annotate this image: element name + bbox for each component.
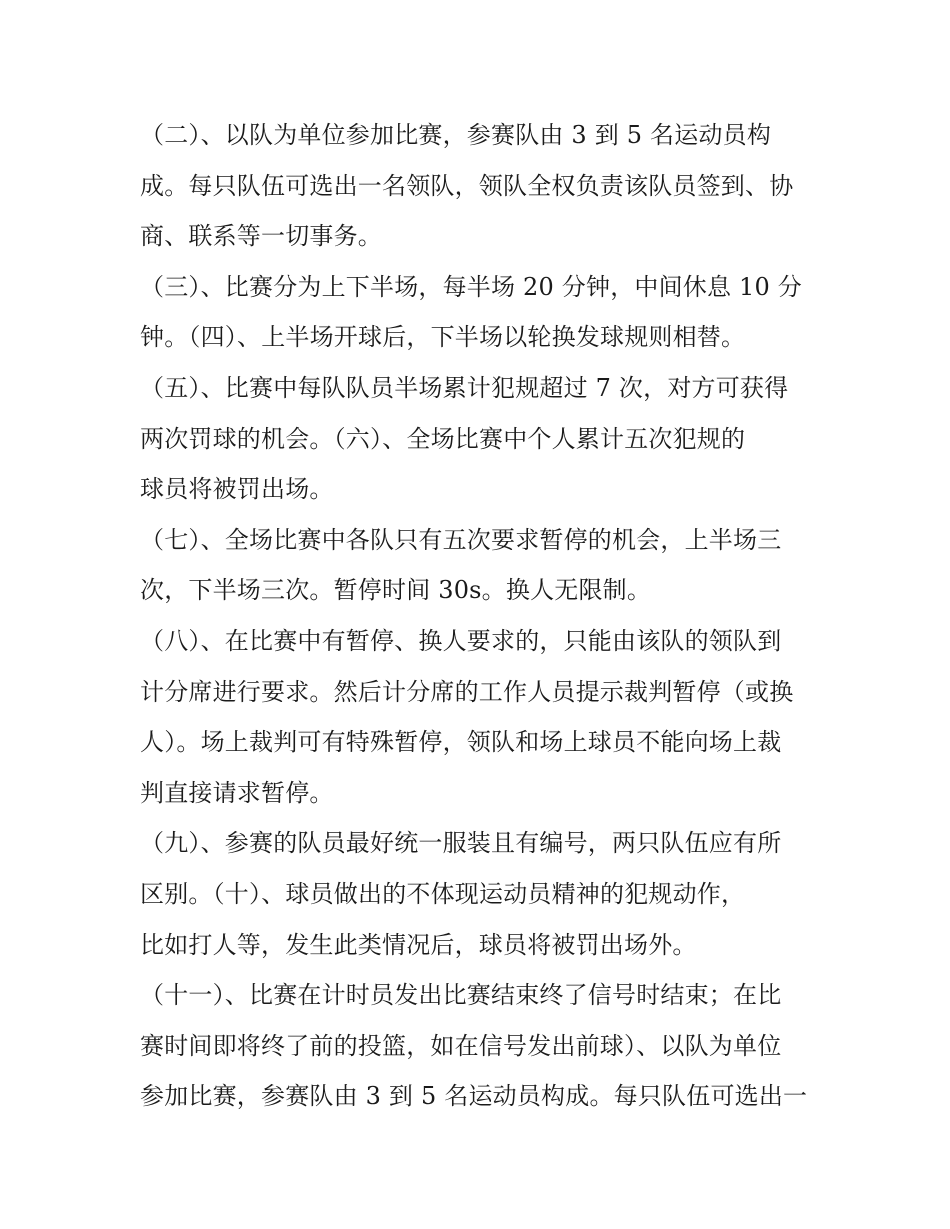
text-line: （八）、在比赛中有暂停、换人要求的，只能由该队的领队到 xyxy=(140,626,782,655)
paragraph-rule-9 xyxy=(140,818,830,970)
text-line: 计分席进行要求。然后计分席的工作人员提示裁判暂停（或换 xyxy=(140,677,794,706)
text-line: （五）、比赛中每队队员半场累计犯规超过 7 次，对方可获得 xyxy=(140,373,789,402)
text-line: （七）、全场比赛中各队只有五次要求暂停的机会，上半场三 xyxy=(140,525,782,554)
text-line: 赛时间即将终了前的投篮，如在信号发出前球）、以队为单位 xyxy=(140,1031,782,1060)
text-line: （二）、以队为单位参加比赛，参赛队由 3 到 5 名运动员构 xyxy=(140,121,772,149)
text-line: 参加比赛，参赛队由 3 到 5 名运动员构成。每只队伍可选出一 xyxy=(140,1082,808,1111)
text-line: 两次罚球的机会。（六）、全场比赛中个人累计五次犯规的 xyxy=(140,424,746,453)
text-line: 球员将被罚出场。 xyxy=(140,475,334,504)
text-line: 次，下半场三次。暂停时间 30s。换人无限制。 xyxy=(140,576,652,605)
text-line: 钟。（四）、上半场开球后，下半场以轮换发球规则相替。 xyxy=(140,323,746,352)
text-line: 人）。场上裁判可有特殊暂停，领队和场上球员不能向场上裁 xyxy=(140,728,782,757)
text-line: 比如打人等，发生此类情况后，球员将被罚出场外。 xyxy=(140,930,697,959)
text-line: （三）、比赛分为上下半场，每半场 20 分钟，中间休息 10 分 xyxy=(140,272,802,301)
text-line: 判直接请求暂停。 xyxy=(140,778,334,807)
paragraph-rule-7 xyxy=(140,515,830,616)
paragraph-rule-2 xyxy=(140,110,830,262)
paragraph-rule-8 xyxy=(140,616,830,818)
document-body xyxy=(140,110,830,1122)
text-line: 商、联系等一切事务。 xyxy=(140,222,382,251)
paragraph-rule-11 xyxy=(140,970,830,1122)
text-line: （九）、参赛的队员最好统一服装且有编号，两只队伍应有所 xyxy=(140,829,782,858)
text-line: （十一）、比赛在计时员发出比赛结束终了信号时结束；在比 xyxy=(140,981,782,1010)
paragraph-rule-3 xyxy=(140,262,830,363)
text-line: 区别。（十）、球员做出的不体现运动员精神的犯规动作， xyxy=(140,879,746,908)
text-line: 成。每只队伍可选出一名领队，领队全权负责该队员签到、协 xyxy=(140,171,794,200)
paragraph-rule-5 xyxy=(140,363,830,515)
